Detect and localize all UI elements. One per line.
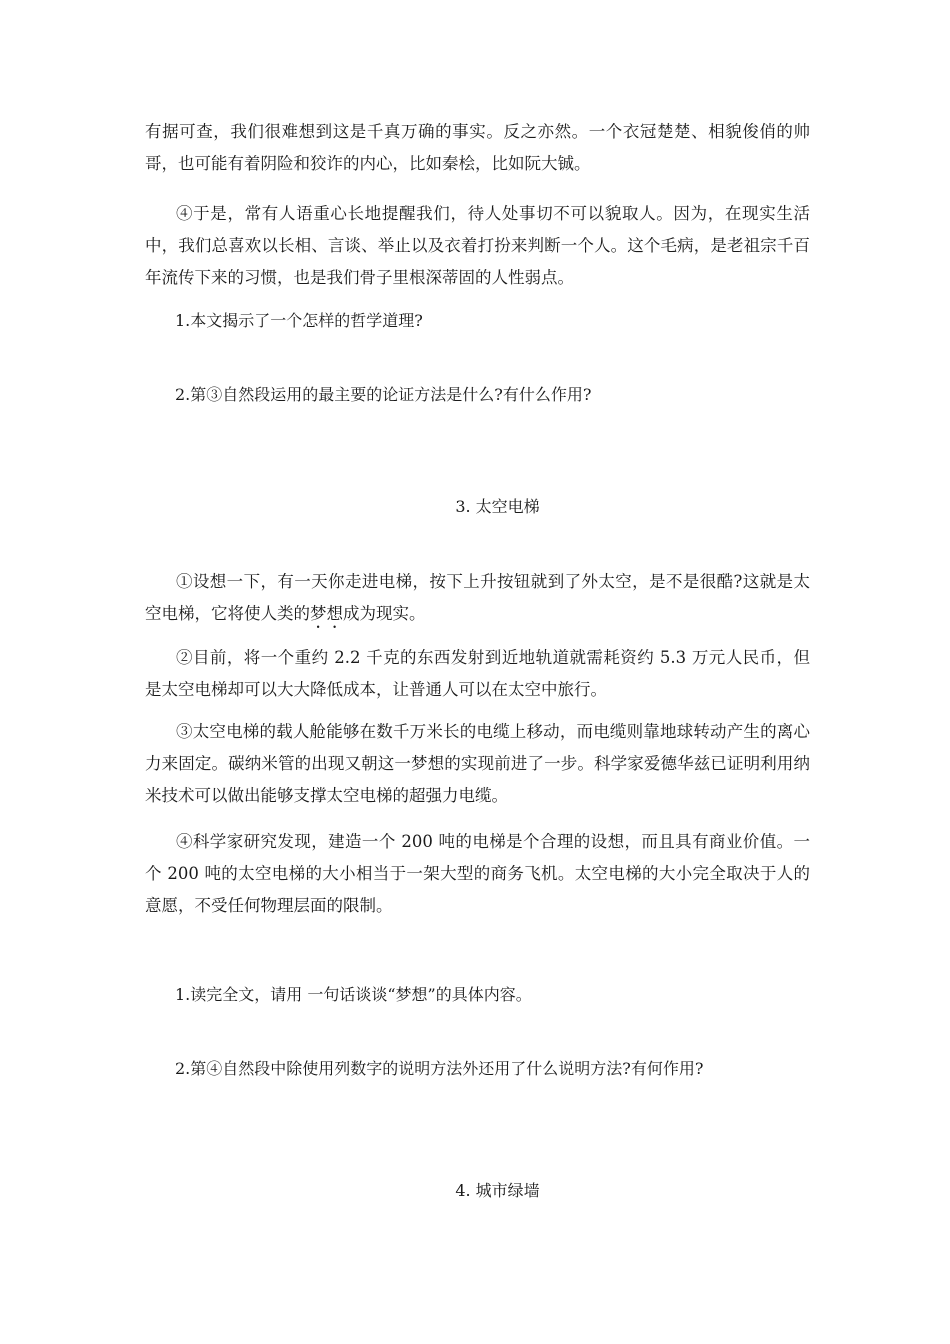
passage3-question-1: 1.读完全文，请用 一句话谈谈“梦想”的具体内容。 — [175, 985, 532, 1004]
passage3-title: 3. 太空电梯 — [455, 497, 540, 516]
passage3-paragraph-3: ③太空电梯的载人舱能够在数千万米长的电缆上移动，而电缆则靠地球转动产生的离心力来固定。碳纳米管的出现又朝这一梦想的实现前进了一步。科学家爱德华兹已证明利用纳米技术可以做出能够支撑太空电梯的超强力电缆。 — [145, 722, 810, 805]
passage3-question-2: 2.第④自然段中除使用列数字的说明方法外还用了什么说明方法?有何作用? — [175, 1059, 704, 1078]
passage2-paragraph-3-end: 有据可查，我们很难想到这是千真万确的事实。反之亦然。一个衣冠楚楚、相貌俊俏的帅哥，也可能有着阴险和狡诈的内心，比如秦桧，比如阮大铖。 — [145, 122, 810, 173]
passage2-question-2: 2.第③自然段运用的最主要的论证方法是什么?有什么作用? — [175, 385, 592, 404]
passage2-paragraph-4: ④于是，常有人语重心长地提醒我们，待人处事切不可以貌取人。因为，在现实生活中，我们总喜欢以长相、言谈、举止以及衣着打扮来判断一个人。这个毛病，是老祖宗千百年流传下来的习惯，也是我们骨子里根深蒂固的人性弱点。 — [145, 204, 810, 287]
passage3-paragraph-1 — [145, 566, 810, 632]
passage3-paragraph-4: ④科学家研究发现，建造一个 200 吨的电梯是个合理的设想，而且具有商业价值。一个 200 吨的太空电梯的大小相当于一架大型的商务飞机。太空电梯的大小完全取决于人的意愿，不受任何物理层面的限制。 — [145, 832, 810, 915]
emphasized-word: 梦想 — [310, 604, 343, 623]
passage3-paragraph-2: ②目前，将一个重约 2.2 千克的东西发射到近地轨道就需耗资约 5.3 万元人民币，但是太空电梯却可以大大降低成本，让普通人可以在太空中旅行。 — [145, 648, 810, 699]
passage3-paragraph-1-before: ①设想一下，有一天你走进电梯，按下上升按钮就到了外太空，是不是很酷?这就是太空电梯，它将使人类的 — [145, 572, 810, 623]
passage4-title: 4. 城市绿墙 — [455, 1181, 540, 1200]
passage2-question-1: 1.本文揭示了一个怎样的哲学道理? — [175, 311, 423, 330]
passage3-paragraph-1-after: 成为现实。 — [343, 604, 426, 623]
